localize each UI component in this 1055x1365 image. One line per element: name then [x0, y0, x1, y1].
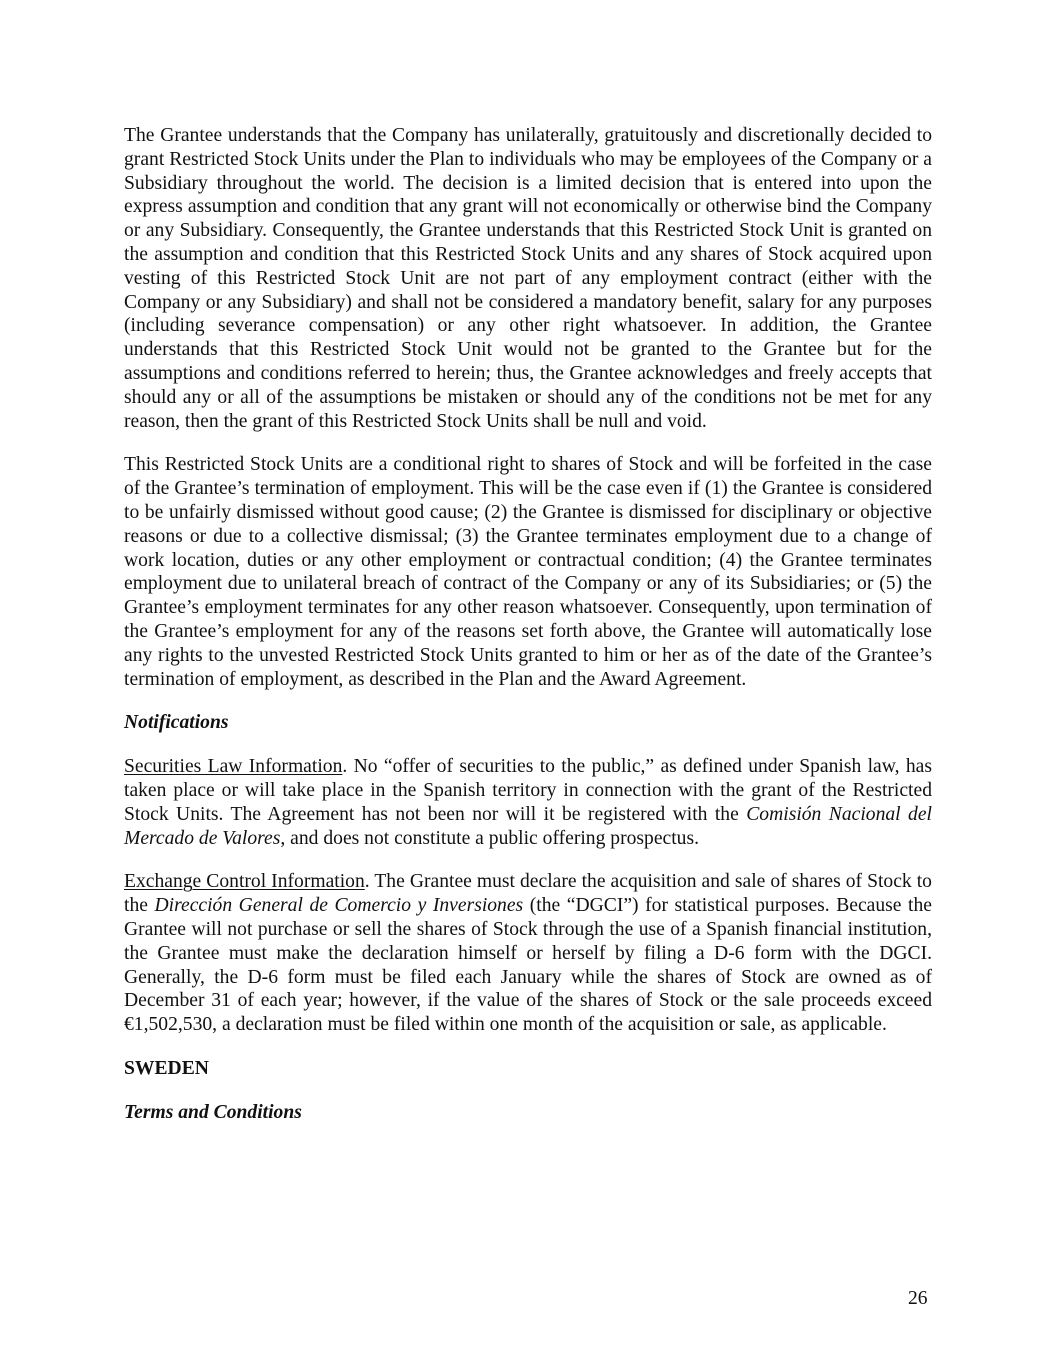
- securities-law-text-2: , and does not constitute a public offering prospectus.: [280, 827, 699, 849]
- exchange-control-text-2: (the “DGCI”) for statistical purposes. Because the Grantee will not purchase or sell the shares of Stock through the use of a Spanish financial institution, the Grantee must make the declaration himself or herself by filing a D-6 form with the DGCI. Generally, the D-6 form must be filed each January while the shares of Stock are owned as of December 31 of each year; however, if the value of the shares of Stock or the sale proceeds exceed €1,502,530, a declaration must be filed within one month of the acquisition or sale, as applicable.: [124, 895, 932, 1036]
- securities-law-entity: Comisión Nacional del Mercado de Valores: [124, 803, 932, 849]
- exchange-control-label: Exchange Control Information: [124, 871, 365, 893]
- securities-law-text-1: . No “offer of securities to the public,” as defined under Spanish law, has taken place or will take place in the Spanish territory in connection with the grant of the Restricted Stock Units. The Agreement has not been nor will it be registered with the: [124, 756, 932, 825]
- country-heading-sweden: SWEDEN: [124, 1057, 209, 1079]
- securities-law-label: Securities Law Information: [124, 756, 343, 778]
- document-page: [124, 124, 932, 1144]
- paragraph-forfeiture-termination: This Restricted Stock Units are a conditional right to shares of Stock and will be forfeited in the case of the Grantee’s termination of employment. This will be the case even if (1) the Grantee is considered to be unfairly dismissed without good cause; (2) the Grantee is dismissed for disciplinary or objective reasons or due to a collective dismissal; (3) the Grantee terminates employment due to a change of work location, duties or any other employment or contractual condition; (4) the Grantee terminates employment due to unilateral breach of contract of the Company or any of its Subsidiaries; or (5) the Grantee’s employment terminates for any other reason whatsoever. Consequently, upon termination of the Grantee’s employment for any of the reasons set forth above, the Grantee will automatically lose any rights to the unvested Restricted Stock Units granted to him or her as of the date of the Grantee’s termination of employment, as described in the Plan and the Award Agreement.: [124, 454, 932, 690]
- terms-and-conditions-heading: Terms and Conditions: [124, 1101, 302, 1123]
- paragraph-securities-law: [124, 755, 932, 850]
- notifications-heading: Notifications: [124, 712, 229, 734]
- page-number: 26: [908, 1288, 928, 1309]
- paragraph-exchange-control: [124, 870, 932, 1037]
- paragraph-grant-discretionary: The Grantee understands that the Company has unilaterally, gratuitously and discretionally decided to grant Restricted Stock Units under the Plan to individuals who may be employees of the Company or a Subsidiary throughout the world. The decision is a limited decision that is entered into upon the express assumption and condition that any grant will not economically or otherwise bind the Company or any Subsidiary. Consequently, the Grantee understands that this Restricted Stock Unit is granted on the assumption and condition that this Restricted Stock Units and any shares of Stock acquired upon vesting of this Restricted Stock Unit are not part of any employment contract (either with the Company or any Subsidiary) and shall not be considered a mandatory benefit, salary for any purposes (including severance compensation) or any other right whatsoever. In addition, the Grantee understands that this Restricted Stock Unit would not be granted to the Grantee but for the assumptions and conditions referred to herein; thus, the Grantee acknowledges and freely accepts that should any or all of the assumptions be mistaken or should any of the conditions not be met for any reason, then the grant of this Restricted Stock Units shall be null and void.: [124, 125, 932, 432]
- exchange-control-text-1: . The Grantee must declare the acquisition and sale of shares of Stock to the: [124, 871, 932, 917]
- exchange-control-entity: Dirección General de Comercio y Inversiones: [154, 895, 524, 917]
